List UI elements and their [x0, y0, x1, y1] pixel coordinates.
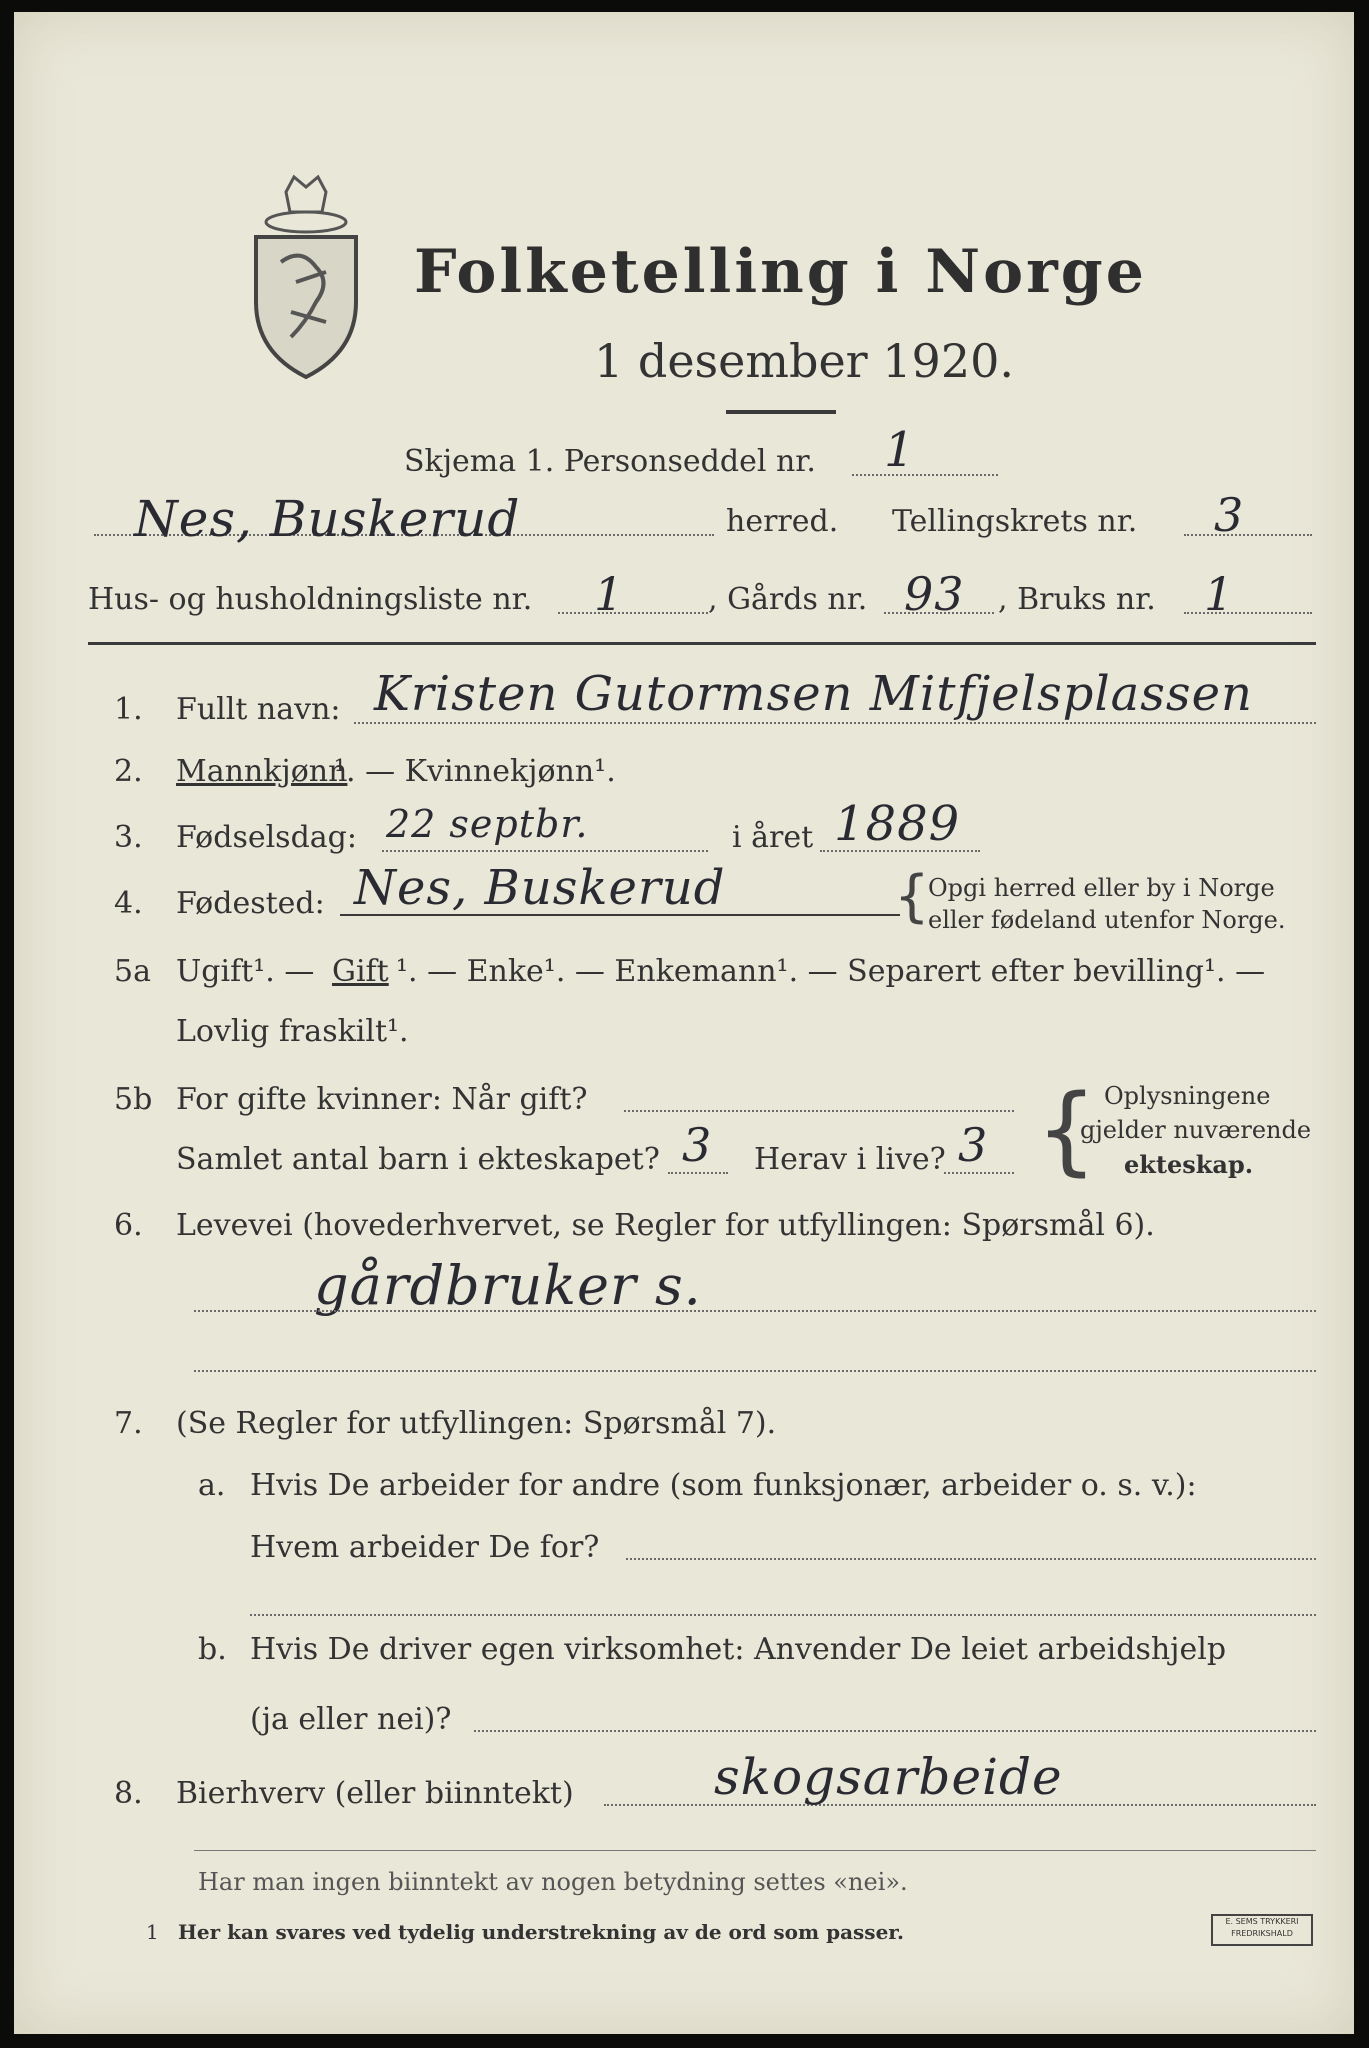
herred-value: Nes, Buskerud — [134, 490, 521, 548]
q5b-note-2: gjelder nuværende — [1080, 1116, 1312, 1144]
q7a-line-2: Hvem arbeider De for? — [250, 1530, 600, 1565]
q5b-alive: 3 — [958, 1118, 989, 1172]
q2-rest: ¹. — Kvinnekjønn¹. — [334, 754, 616, 789]
tellingskrets-nr: 3 — [1214, 488, 1245, 542]
q3-line — [382, 850, 708, 852]
bruks-label: , Bruks nr. — [998, 582, 1156, 617]
q4-note-2: eller fødeland utenfor Norge. — [928, 906, 1286, 934]
q7-label: (Se Regler for utfyllingen: Spørsmål 7). — [176, 1406, 777, 1441]
hus-nr: 1 — [594, 567, 625, 621]
q5b-married-line — [624, 1110, 1014, 1112]
q5b-note-3: ekteskap. — [1124, 1150, 1254, 1179]
q7b-answer-line — [474, 1730, 1316, 1732]
personseddel-nr: 1 — [884, 422, 916, 478]
q5b-label: For gifte kvinner: Når gift? — [176, 1082, 588, 1117]
footnote: Her kan svares ved tydelig understrekning av de ord som passer. — [178, 1920, 904, 1944]
q6-value: gårdbruker s. — [314, 1254, 702, 1317]
tellingskrets-label: Tellingskrets nr. — [892, 504, 1138, 539]
q3-value: 22 septbr. — [386, 802, 589, 846]
q3-year: 1889 — [834, 796, 961, 852]
header-rule — [88, 642, 1316, 645]
q6-line-1 — [194, 1310, 1316, 1312]
q7b-label: Hvis De driver egen virksomhet: Anvender De leiet arbeidshjelp — [250, 1632, 1227, 1667]
gards-nr: 93 — [904, 567, 965, 621]
gards-label: , Gårds nr. — [708, 582, 868, 617]
q5b-number: 5b — [114, 1082, 153, 1117]
skjema-label: Skjema 1. Personseddel nr. — [404, 444, 816, 479]
q6-line-2 — [194, 1370, 1316, 1372]
q8-number: 8. — [114, 1776, 143, 1811]
q3-label: Fødselsdag: — [176, 820, 357, 855]
q5b-brace: { — [1036, 1074, 1098, 1186]
personseddel-line — [852, 474, 998, 476]
q1-number: 1. — [114, 692, 143, 727]
q7a-answer-line — [626, 1558, 1316, 1560]
q5a-line-2: Lovlig fraskilt¹. — [176, 1014, 409, 1049]
q4-label: Fødested: — [176, 886, 325, 921]
q2-number: 2. — [114, 754, 143, 789]
q4-value: Nes, Buskerud — [354, 860, 726, 916]
tellingskrets-line — [1184, 534, 1312, 536]
printer-stamp: E. SEMS TRYKKERI FREDRIKSHALD — [1211, 1914, 1313, 1946]
q5a-number: 5a — [114, 954, 151, 989]
form-title: Folketelling i Norge — [414, 237, 1147, 307]
census-form — [14, 12, 1354, 2034]
form-subtitle: 1 desember 1920. — [594, 334, 1014, 388]
q6-number: 6. — [114, 1208, 143, 1243]
q7b-number: b. — [198, 1632, 227, 1667]
q1-value: Kristen Gutormsen Mitfjelsplassen — [374, 666, 1253, 722]
q1-label: Fullt navn: — [176, 692, 341, 727]
q1-line — [354, 722, 1316, 724]
bruks-nr: 1 — [1204, 567, 1235, 621]
q4-brace: { — [894, 864, 930, 929]
q5b-children: 3 — [682, 1118, 713, 1172]
q7-number: 7. — [114, 1406, 143, 1441]
q8-value: skogsarbeide — [714, 1748, 1063, 1806]
q5a-gift-underlined: Gift — [332, 954, 389, 989]
q5b-children-line — [668, 1172, 728, 1174]
hus-line — [558, 612, 708, 614]
q7a-label: Hvis De arbeider for andre (som funksjonær, arbeider o. s. v.): — [250, 1468, 1197, 1503]
footnote-number: 1 — [146, 1920, 159, 1944]
q3-year-label: i året — [732, 820, 814, 855]
coat-of-arms-icon — [246, 172, 366, 382]
q2-male-underlined: Mannkjønn — [176, 754, 348, 789]
q5a-rest: ¹. — Enke¹. — Enkemann¹. — Separert efter bevilling¹. — — [396, 954, 1266, 989]
hus-label: Hus- og husholdningsliste nr. — [88, 582, 533, 617]
q5b-note-1: Oplysningene — [1104, 1082, 1271, 1110]
q5b-alive-label: Herav i live? — [754, 1142, 946, 1177]
q7a-number: a. — [198, 1468, 226, 1503]
herred-label: herred. — [726, 504, 839, 539]
q6-label: Levevei (hovederhvervet, se Regler for utfyllingen: Spørsmål 6). — [176, 1208, 1155, 1243]
q7b-line-2: (ja eller nei)? — [250, 1702, 452, 1737]
q7a-extra-line — [250, 1614, 1316, 1616]
q5a-ugift: Ugift¹. — — [176, 954, 315, 989]
q4-note-1: Opgi herred eller by i Norge — [928, 874, 1275, 902]
q8-label: Bierhverv (eller biinntekt) — [176, 1776, 574, 1811]
title-divider — [726, 410, 836, 414]
q5b-alive-line — [944, 1172, 1014, 1174]
footer-note: Har man ingen biinntekt av nogen betydning settes «nei». — [198, 1868, 908, 1896]
q5b-children-label: Samlet antal barn i ekteskapet? — [176, 1142, 660, 1177]
footer-rule — [194, 1850, 1316, 1851]
q3-number: 3. — [114, 820, 143, 855]
q4-number: 4. — [114, 886, 143, 921]
